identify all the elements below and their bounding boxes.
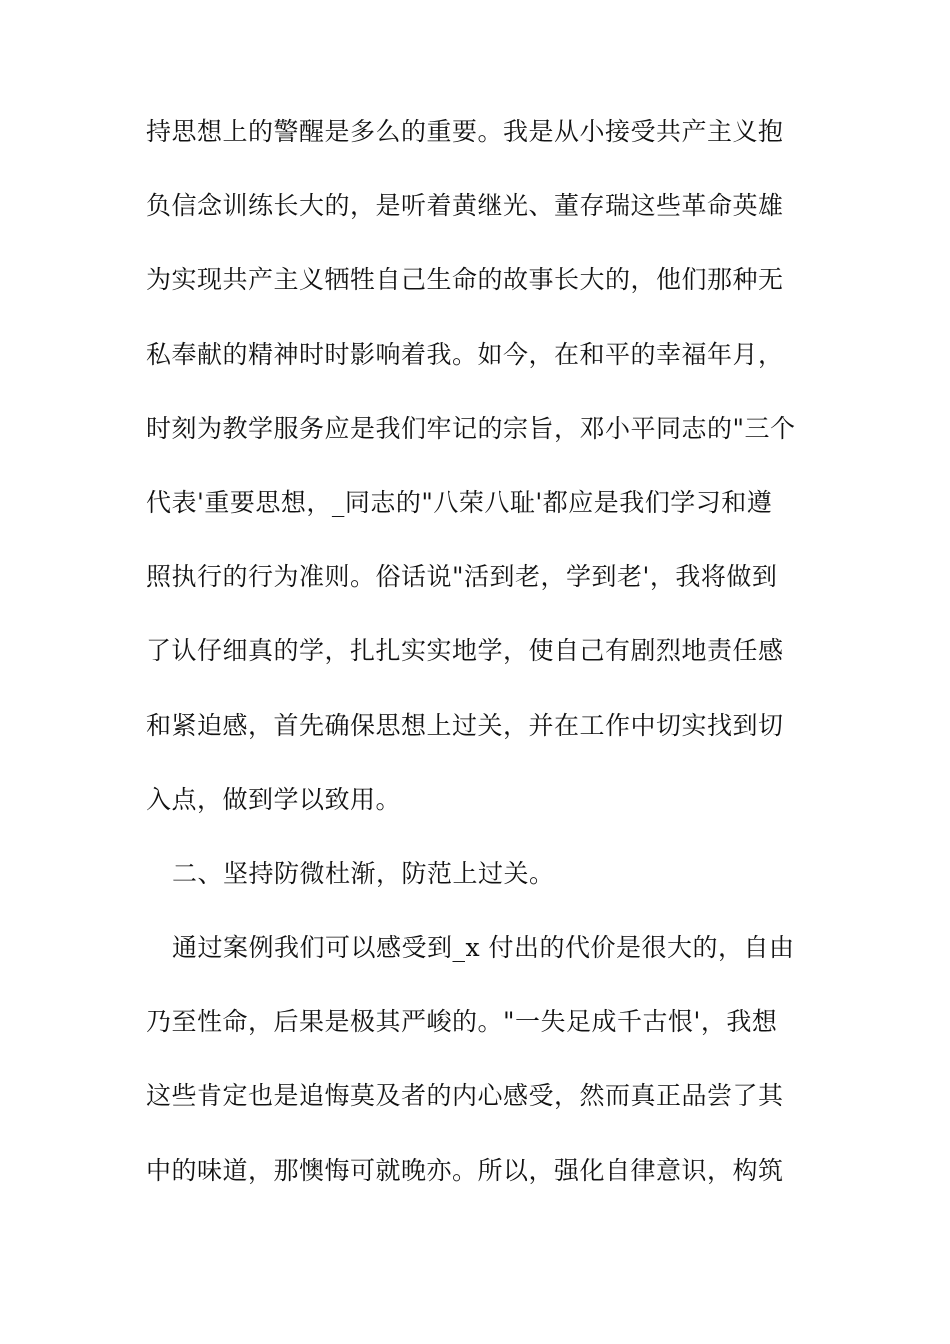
- text-line: 时刻为教学服务应是我们牢记的宗旨，邓小平同志的"三个: [146, 413, 796, 443]
- text-line: 中的味道，那懊悔可就晚亦。所以，强化自律意识，构筑: [146, 1155, 784, 1185]
- text-line: 这些肯定也是追悔莫及者的内心感受，然而真正品尝了其: [146, 1081, 784, 1111]
- text-line: 代表'重要思想，_同志的"八荣八耻'都应是我们学习和遵: [146, 487, 773, 517]
- section-heading: 二、坚持防微杜渐，防范上过关。: [172, 858, 555, 888]
- text-line: 持思想上的警醒是多么的重要。我是从小接受共产主义抱: [146, 117, 784, 146]
- text-line: 乃至性命，后果是极其严峻的。"一失足成千古恨'，我想: [146, 1007, 778, 1037]
- text-line: 照执行的行为准则。俗话说"活到老，学到老'，我将做到: [146, 562, 778, 592]
- text-line: 通过案例我们可以感受到_x 付出的代价是很大的，自由: [172, 933, 795, 963]
- text-line: 了认仔细真的学，扎扎实实地学，使自己有剧烈地责任感: [146, 636, 784, 666]
- text-line: 入点，做到学以致用。: [146, 784, 402, 814]
- body-text: [146, 102, 806, 1215]
- text-line: 和紧迫感，首先确保思想上过关，并在工作中切实找到切: [146, 710, 784, 740]
- text-line: 负信念训练长大的，是听着黄继光、董存瑞这些革命英雄: [146, 191, 784, 221]
- text-line: 为实现共产主义牺牲自己生命的故事长大的，他们那种无: [146, 265, 784, 295]
- text-line: 私奉献的精神时时影响着我。如今，在和平的幸福年月，: [146, 339, 784, 369]
